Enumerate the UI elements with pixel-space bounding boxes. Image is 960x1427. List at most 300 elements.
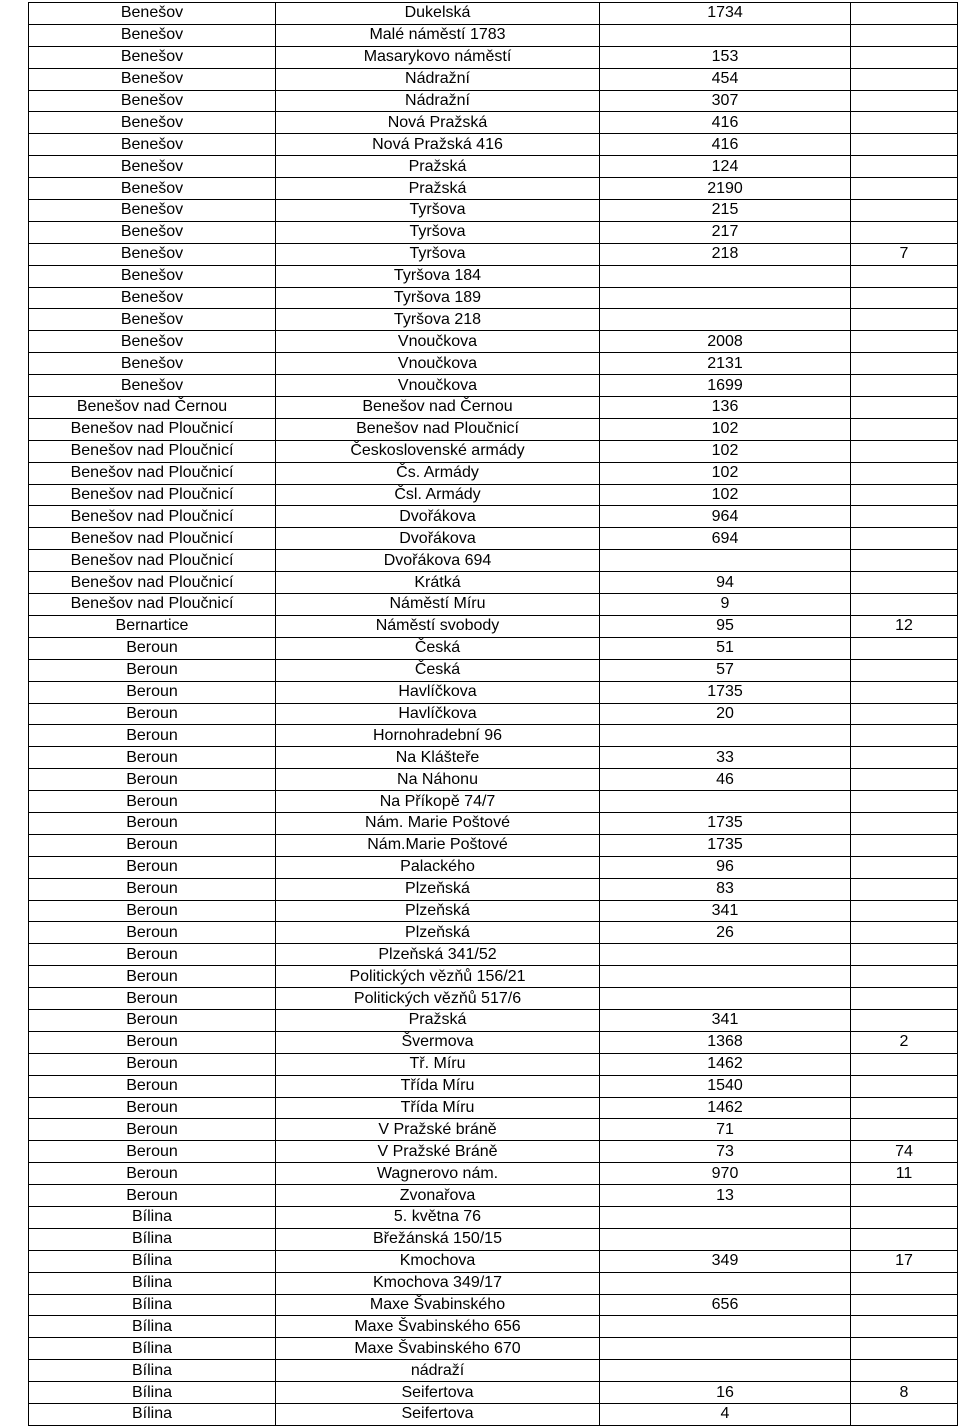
city-cell: Benešov [29,309,276,331]
city-cell: Beroun [29,988,276,1010]
number-cell: 341 [600,1009,851,1031]
number-cell: 349 [600,1250,851,1272]
street-cell: Tyršova [276,221,600,243]
extra-number-cell [851,462,958,484]
city-cell: Beroun [29,1163,276,1185]
city-cell: Bernartice [29,615,276,637]
number-cell: 51 [600,637,851,659]
table-row [29,134,958,156]
street-cell: Havlíčkova [276,703,600,725]
number-cell [600,24,851,46]
extra-number-cell [851,1119,958,1141]
street-cell: Krátká [276,572,600,594]
street-cell: Plzeňská [276,900,600,922]
number-cell [600,988,851,1010]
number-cell: 9 [600,594,851,616]
number-cell [600,1316,851,1338]
street-cell: Nádražní [276,90,600,112]
city-cell: Benešov [29,375,276,397]
city-cell: Beroun [29,1119,276,1141]
extra-number-cell [851,24,958,46]
number-cell [600,1272,851,1294]
extra-number-cell [851,659,958,681]
number-cell: 96 [600,856,851,878]
street-cell: Plzeňská [276,878,600,900]
number-cell: 57 [600,659,851,681]
table-row [29,1338,958,1360]
table-row [29,1228,958,1250]
number-cell: 218 [600,243,851,265]
extra-number-cell [851,1097,958,1119]
table-row [29,1119,958,1141]
extra-number-cell [851,637,958,659]
street-cell: Politických vězňů 517/6 [276,988,600,1010]
extra-number-cell [851,1075,958,1097]
table-row [29,703,958,725]
street-cell: Nám.Marie Poštové [276,834,600,856]
city-cell: Beroun [29,659,276,681]
table-row [29,1250,958,1272]
table-row [29,506,958,528]
number-cell [600,725,851,747]
table-row [29,988,958,1010]
street-cell: Na Příkopě 74/7 [276,791,600,813]
street-cell: Masarykovo náměstí [276,46,600,68]
number-cell: 13 [600,1185,851,1207]
street-cell: V Pražské bráně [276,1119,600,1141]
street-cell: Čs. Armády [276,462,600,484]
street-cell: Pražská [276,1009,600,1031]
number-cell: 94 [600,572,851,594]
table-row [29,265,958,287]
extra-number-cell [851,966,958,988]
city-cell: Benešov [29,90,276,112]
city-cell: Benešov [29,134,276,156]
extra-number-cell [851,528,958,550]
number-cell: 4 [600,1404,851,1426]
street-cell: Nádražní [276,68,600,90]
number-cell [600,309,851,331]
extra-number-cell [851,988,958,1010]
table-row [29,1382,958,1404]
table-row [29,812,958,834]
number-cell: 102 [600,462,851,484]
city-cell: Benešov nad Ploučnicí [29,594,276,616]
extra-number-cell [851,1228,958,1250]
table-row [29,834,958,856]
extra-number-cell [851,221,958,243]
table-row [29,944,958,966]
extra-number-cell [851,200,958,222]
table-row [29,1316,958,1338]
street-cell: Kmochova 349/17 [276,1272,600,1294]
extra-number-cell [851,944,958,966]
number-cell [600,1228,851,1250]
street-cell: Vnoučkova [276,353,600,375]
city-cell: Beroun [29,769,276,791]
street-cell: Dvořákova 694 [276,550,600,572]
number-cell: 1735 [600,834,851,856]
city-cell: Benešov [29,24,276,46]
city-cell: Beroun [29,1097,276,1119]
city-cell: Beroun [29,1031,276,1053]
table-row [29,309,958,331]
street-cell: Kmochova [276,1250,600,1272]
extra-number-cell [851,265,958,287]
number-cell: 416 [600,112,851,134]
table-row [29,659,958,681]
city-cell: Bílina [29,1316,276,1338]
street-cell: Plzeňská [276,922,600,944]
city-cell: Beroun [29,1141,276,1163]
street-cell: Na Náhonu [276,769,600,791]
city-cell: Beroun [29,791,276,813]
table-row [29,572,958,594]
street-cell: Dvořákova [276,506,600,528]
table-row [29,900,958,922]
address-table [28,2,958,1426]
street-cell: Benešov nad Černou [276,397,600,419]
number-cell [600,944,851,966]
table-row [29,243,958,265]
number-cell: 2131 [600,353,851,375]
table-row [29,3,958,25]
extra-number-cell: 8 [851,1382,958,1404]
city-cell: Bílina [29,1360,276,1382]
city-cell: Benešov nad Ploučnicí [29,572,276,594]
table-row [29,769,958,791]
number-cell: 217 [600,221,851,243]
city-cell: Benešov [29,68,276,90]
city-cell: Beroun [29,834,276,856]
number-cell: 341 [600,900,851,922]
extra-number-cell [851,922,958,944]
city-cell: Benešov [29,178,276,200]
extra-number-cell [851,1009,958,1031]
city-cell: Beroun [29,922,276,944]
number-cell: 1368 [600,1031,851,1053]
city-cell: Bílina [29,1404,276,1426]
extra-number-cell: 11 [851,1163,958,1185]
table-row [29,1272,958,1294]
number-cell [600,265,851,287]
street-cell: Břežánská 150/15 [276,1228,600,1250]
street-cell: Tyršova [276,200,600,222]
street-cell: Pražská [276,156,600,178]
street-cell: Havlíčkova [276,681,600,703]
number-cell: 153 [600,46,851,68]
extra-number-cell [851,90,958,112]
street-cell: Dukelská [276,3,600,25]
number-cell: 20 [600,703,851,725]
number-cell: 1734 [600,3,851,25]
table-row [29,484,958,506]
number-cell: 1699 [600,375,851,397]
table-row [29,1053,958,1075]
table-row [29,90,958,112]
street-cell: Benešov nad Ploučnicí [276,418,600,440]
street-cell: Česká [276,659,600,681]
number-cell [600,1206,851,1228]
number-cell [600,1338,851,1360]
extra-number-cell [851,900,958,922]
table-row [29,440,958,462]
city-cell: Benešov [29,265,276,287]
number-cell: 2008 [600,331,851,353]
extra-number-cell [851,375,958,397]
extra-number-cell [851,572,958,594]
address-table-body [29,3,958,1426]
city-cell: Benešov [29,287,276,309]
city-cell: Beroun [29,681,276,703]
extra-number-cell [851,1338,958,1360]
number-cell: 215 [600,200,851,222]
number-cell: 73 [600,1141,851,1163]
city-cell: Benešov [29,353,276,375]
extra-number-cell [851,1294,958,1316]
street-cell: V Pražské Bráně [276,1141,600,1163]
number-cell: 46 [600,769,851,791]
city-cell: Beroun [29,966,276,988]
street-cell: Tyršova 218 [276,309,600,331]
city-cell: Benešov nad Ploučnicí [29,440,276,462]
street-cell: Tř. Míru [276,1053,600,1075]
extra-number-cell [851,550,958,572]
street-cell: Na Klášteře [276,747,600,769]
extra-number-cell: 2 [851,1031,958,1053]
street-cell: Zvonařova [276,1185,600,1207]
city-cell: Benešov [29,243,276,265]
number-cell [600,1360,851,1382]
table-row [29,878,958,900]
number-cell: 95 [600,615,851,637]
extra-number-cell: 74 [851,1141,958,1163]
city-cell: Benešov [29,156,276,178]
table-row [29,1075,958,1097]
city-cell: Beroun [29,1053,276,1075]
number-cell: 694 [600,528,851,550]
city-cell: Beroun [29,637,276,659]
table-row [29,221,958,243]
number-cell: 71 [600,1119,851,1141]
extra-number-cell [851,134,958,156]
extra-number-cell [851,440,958,462]
table-row [29,1141,958,1163]
extra-number-cell [851,594,958,616]
table-row [29,1031,958,1053]
extra-number-cell [851,3,958,25]
extra-number-cell [851,1053,958,1075]
extra-number-cell: 7 [851,243,958,265]
number-cell: 136 [600,397,851,419]
street-cell: Dvořákova [276,528,600,550]
table-row [29,1206,958,1228]
extra-number-cell: 12 [851,615,958,637]
city-cell: Bílina [29,1272,276,1294]
number-cell: 964 [600,506,851,528]
extra-number-cell [851,1360,958,1382]
city-cell: Beroun [29,747,276,769]
number-cell: 656 [600,1294,851,1316]
city-cell: Benešov nad Ploučnicí [29,528,276,550]
city-cell: Bílina [29,1206,276,1228]
street-cell: Maxe Švabinského 670 [276,1338,600,1360]
street-cell: Tyršova 189 [276,287,600,309]
extra-number-cell [851,769,958,791]
extra-number-cell [851,178,958,200]
extra-number-cell [851,1316,958,1338]
number-cell [600,966,851,988]
city-cell: Benešov nad Ploučnicí [29,418,276,440]
table-row [29,68,958,90]
street-cell: Seifertova [276,1382,600,1404]
extra-number-cell [851,418,958,440]
table-row [29,637,958,659]
street-cell: Švermova [276,1031,600,1053]
extra-number-cell [851,484,958,506]
number-cell [600,791,851,813]
city-cell: Beroun [29,703,276,725]
table-row [29,46,958,68]
table-row [29,1360,958,1382]
table-row [29,24,958,46]
city-cell: Beroun [29,878,276,900]
number-cell: 102 [600,484,851,506]
table-row [29,681,958,703]
street-cell: 5. května 76 [276,1206,600,1228]
city-cell: Benešov nad Ploučnicí [29,550,276,572]
table-row [29,1294,958,1316]
table-row [29,1404,958,1426]
street-cell: Malé náměstí 1783 [276,24,600,46]
extra-number-cell [851,681,958,703]
extra-number-cell [851,1404,958,1426]
table-row [29,747,958,769]
street-cell: Nám. Marie Poštové [276,812,600,834]
table-row [29,418,958,440]
street-cell: Wagnerovo nám. [276,1163,600,1185]
city-cell: Beroun [29,900,276,922]
number-cell: 16 [600,1382,851,1404]
table-row [29,594,958,616]
number-cell: 1735 [600,681,851,703]
street-cell: Palackého [276,856,600,878]
city-cell: Benešov nad Ploučnicí [29,484,276,506]
table-row [29,725,958,747]
table-row [29,397,958,419]
extra-number-cell [851,506,958,528]
extra-number-cell [851,812,958,834]
number-cell: 416 [600,134,851,156]
street-cell: nádraží [276,1360,600,1382]
street-cell: Maxe Švabinského 656 [276,1316,600,1338]
table-row [29,856,958,878]
street-cell: Nová Pražská [276,112,600,134]
street-cell: Třída Míru [276,1075,600,1097]
extra-number-cell [851,46,958,68]
table-row [29,615,958,637]
street-cell: Náměstí Míru [276,594,600,616]
extra-number-cell [851,68,958,90]
city-cell: Beroun [29,944,276,966]
number-cell: 1462 [600,1097,851,1119]
extra-number-cell [851,309,958,331]
extra-number-cell [851,1185,958,1207]
extra-number-cell [851,1272,958,1294]
city-cell: Benešov [29,200,276,222]
table-row [29,287,958,309]
table-row [29,1163,958,1185]
city-cell: Benešov [29,3,276,25]
table-row [29,112,958,134]
table-row [29,375,958,397]
street-cell: Vnoučkova [276,375,600,397]
street-cell: Náměstí svobody [276,615,600,637]
city-cell: Beroun [29,1009,276,1031]
street-cell: Vnoučkova [276,331,600,353]
table-row [29,1097,958,1119]
extra-number-cell [851,287,958,309]
table-row [29,156,958,178]
city-cell: Benešov [29,221,276,243]
city-cell: Beroun [29,725,276,747]
city-cell: Bílina [29,1382,276,1404]
number-cell [600,287,851,309]
street-cell: Pražská [276,178,600,200]
city-cell: Bílina [29,1294,276,1316]
table-row [29,178,958,200]
table-row [29,966,958,988]
number-cell: 1735 [600,812,851,834]
extra-number-cell [851,834,958,856]
city-cell: Beroun [29,1075,276,1097]
street-cell: Tyršova 184 [276,265,600,287]
city-cell: Beroun [29,1185,276,1207]
number-cell [600,550,851,572]
extra-number-cell [851,725,958,747]
number-cell: 1540 [600,1075,851,1097]
extra-number-cell [851,878,958,900]
number-cell: 307 [600,90,851,112]
number-cell: 83 [600,878,851,900]
street-cell: Čsl. Armády [276,484,600,506]
city-cell: Benešov nad Ploučnicí [29,462,276,484]
number-cell: 124 [600,156,851,178]
table-row [29,462,958,484]
extra-number-cell [851,156,958,178]
number-cell: 102 [600,440,851,462]
extra-number-cell: 17 [851,1250,958,1272]
city-cell: Benešov [29,331,276,353]
extra-number-cell [851,397,958,419]
table-row [29,353,958,375]
table-row [29,528,958,550]
city-cell: Benešov nad Ploučnicí [29,506,276,528]
table-row [29,791,958,813]
number-cell: 33 [600,747,851,769]
street-cell: Politických vězňů 156/21 [276,966,600,988]
table-row [29,331,958,353]
city-cell: Beroun [29,856,276,878]
extra-number-cell [851,112,958,134]
city-cell: Bílina [29,1228,276,1250]
extra-number-cell [851,1206,958,1228]
table-row [29,200,958,222]
number-cell: 1462 [600,1053,851,1075]
street-cell: Česká [276,637,600,659]
extra-number-cell [851,353,958,375]
city-cell: Bílina [29,1338,276,1360]
